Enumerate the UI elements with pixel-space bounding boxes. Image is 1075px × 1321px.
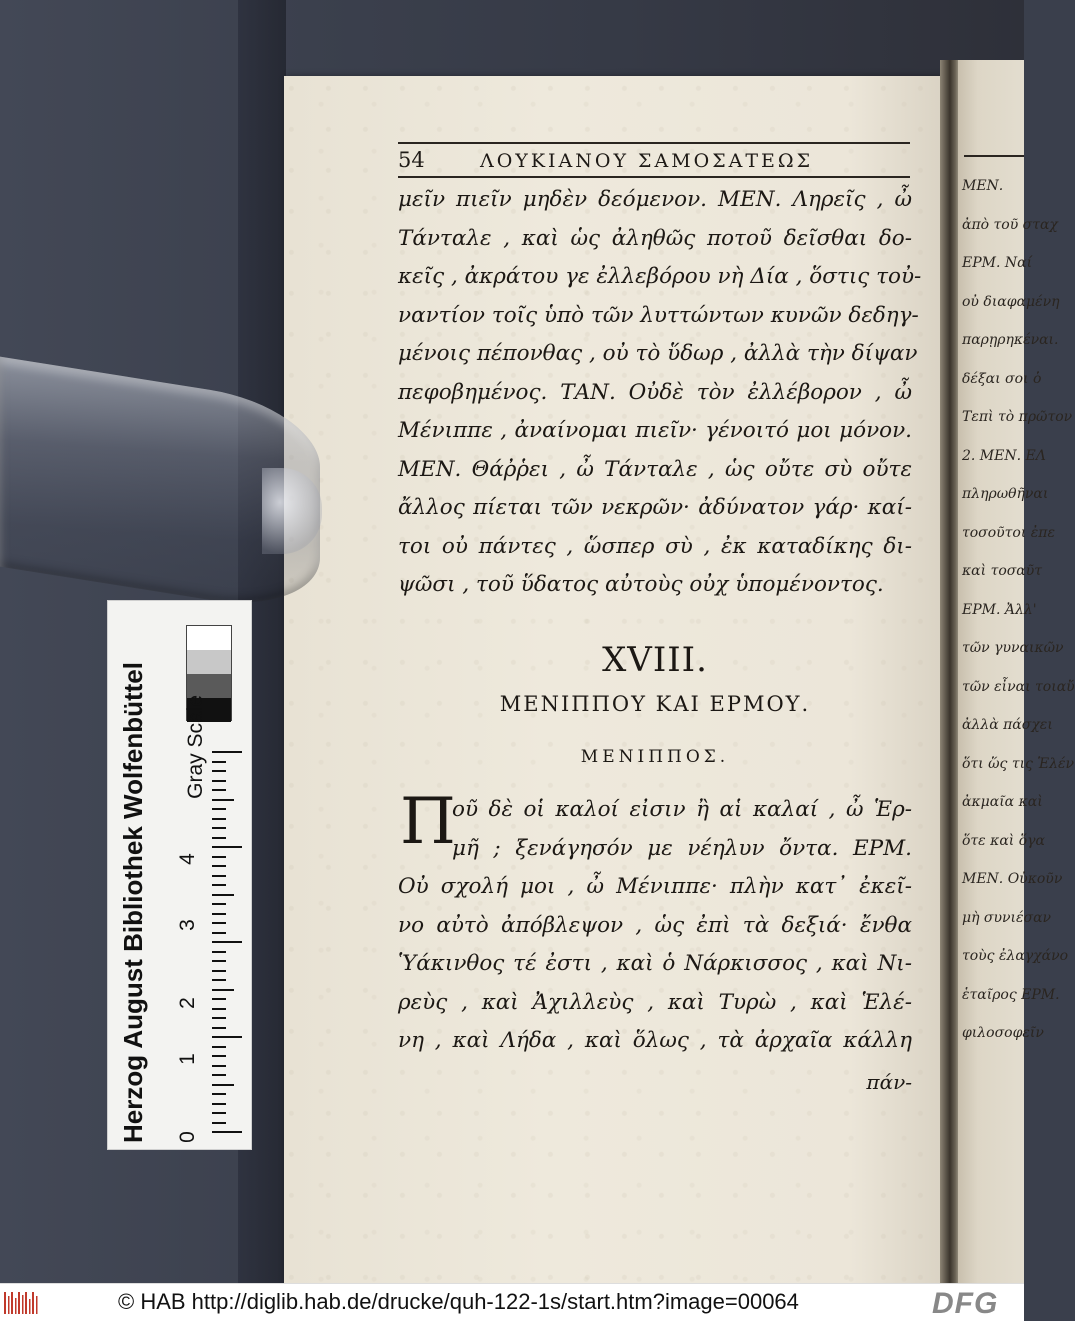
body-text-top xyxy=(398,181,922,605)
ruler-tick xyxy=(212,865,226,867)
ruler-tick xyxy=(212,837,226,839)
facing-page-line: παρῃρηκέναι. xyxy=(962,332,1059,348)
facing-page-line: ΜΕΝ. Οὐκοῦν xyxy=(962,871,1063,887)
ruler-tick xyxy=(212,1084,234,1086)
ruler-number: 0 xyxy=(175,1131,199,1143)
facing-page-line: ΜΕΝ. xyxy=(962,178,1004,194)
ruler-tick xyxy=(212,989,234,991)
text-line: ρεὺς , καὶ Ἀχιλλεὺς , καὶ Τυρὼ , καὶ Ἑλέ- xyxy=(398,989,912,1015)
running-header xyxy=(398,142,910,172)
speaker-heading: ΜΕΝΙΠΠΟΣ. xyxy=(580,747,730,767)
ruler-number: 3 xyxy=(175,919,199,931)
text-line: ψῶσι , τοῦ ὕδατος αὐτοὺς οὐχ ὑπομένοντος. xyxy=(398,572,884,597)
facing-page-line: οὐ διαφαμένη xyxy=(962,293,1060,310)
ruler-tick xyxy=(212,818,226,820)
ruler-tick xyxy=(212,951,226,953)
ruler-tick xyxy=(212,1112,226,1114)
text-line: κεῖς , ἀκράτου γε ἐλλεβόρου νὴ Δία , ὅστις τοὐ- xyxy=(398,264,922,289)
ruler-tick xyxy=(212,1046,226,1048)
facing-page-line: τῶν εἶναι τοιαὔ xyxy=(962,678,1075,695)
ruler-tick xyxy=(212,894,234,896)
body-text-bottom xyxy=(398,868,912,1061)
ruler-tick xyxy=(212,875,226,877)
copyright-url: © HAB http://diglib.hab.de/drucke/quh-122-1s/start.htm?image=00064 xyxy=(118,1289,799,1314)
facing-page-line: ἀκμαῖα καὶ xyxy=(962,794,1043,810)
ruler-number: 2 xyxy=(175,997,199,1009)
text-line: μεῖν πιεῖν μηδὲν δεόμενον. ΜΕΝ. Ληρεῖς , ὦ xyxy=(398,187,912,212)
ruler-tick xyxy=(212,1027,226,1029)
book-page-right xyxy=(958,60,1075,1283)
facing-page-line: πληρωθῆναι xyxy=(962,486,1049,502)
ruler-tick xyxy=(212,1074,226,1076)
ruler-tick xyxy=(212,998,226,1000)
ruler-ticks xyxy=(212,751,242,1141)
facing-page-line: ὅτε καὶ ὅγα xyxy=(962,832,1045,849)
text-line: νη , καὶ Λήδα , καὶ ὅλως , τὰ ἀρχαῖα κάλλη xyxy=(398,1028,912,1053)
ruler-tick xyxy=(212,979,226,981)
ruler-number: 1 xyxy=(175,1053,199,1065)
ruler-tick xyxy=(212,941,242,943)
text-line: ΜΕΝ. Θάῤῥει , ὦ Τάνταλε , ὡς οὔτε σὺ οὔτε xyxy=(398,456,912,482)
ruler-tick xyxy=(212,1093,226,1095)
ruler-tick xyxy=(212,1131,242,1133)
facing-page-line: ΕΡΜ. Ἀλλ' xyxy=(962,601,1037,618)
ruler-tick xyxy=(212,903,226,905)
ruler-tick xyxy=(212,751,242,753)
facing-page-line: τοσοῦτοι ἐπε xyxy=(962,524,1056,541)
ruler-tick xyxy=(212,1122,226,1124)
ruler-tick xyxy=(212,1065,226,1067)
ruler-institution-label: Herzog August Bibliothek Wolfenbüttel xyxy=(118,662,148,1143)
gray-swatch xyxy=(187,650,231,674)
ruler-tick xyxy=(212,1103,226,1105)
ruler-tick xyxy=(212,799,234,801)
ruler-number: 4 xyxy=(175,853,199,865)
text-line: μῆ ; ξενάγησόν με νέηλυν ὄντα. ΕΡΜ. xyxy=(452,835,912,861)
drop-capital: Π xyxy=(400,785,456,859)
facing-page-line: τῶν γυναικῶν xyxy=(962,640,1064,656)
ruler-tick xyxy=(212,922,226,924)
facing-page-line: δέξαι σοι ὁ xyxy=(962,370,1042,387)
ruler-tick xyxy=(212,1008,226,1010)
ruler-tick xyxy=(212,780,226,782)
ruler-tick xyxy=(212,761,226,763)
facing-page-line: καὶ τοσαῦτ xyxy=(962,563,1043,579)
facing-page-line: ἀπὸ τοῦ σταχ xyxy=(962,216,1058,233)
running-title: ΛΟΥΚΙΑΝΟΥ ΣΑΜΟΣΑΤΕΩΣ xyxy=(480,150,814,172)
page-number: 54 xyxy=(398,148,425,172)
ruler-tick xyxy=(212,827,226,829)
text-line: μένοις πέπονθας , οὐ τὸ ὕδωρ , ἀλλὰ τὴν δίψαν xyxy=(398,341,918,366)
text-line: ναντίον τοῖς ὑπὸ τῶν λυττώντων κυνῶν δεδηγ- xyxy=(398,302,919,328)
ruler-tick xyxy=(212,932,226,934)
text-line: νο αὐτὸ ἀπόβλεψον , ὡς ἐπὶ τὰ δεξιά· ἔνθα xyxy=(398,912,912,938)
footer-bar xyxy=(0,1283,1024,1321)
ruler-tick xyxy=(212,960,226,962)
barcode-icon xyxy=(4,1290,38,1316)
facing-page-line: μὴ συνιέσαν xyxy=(962,909,1052,926)
header-rule xyxy=(398,176,910,178)
ruler-tick xyxy=(212,1036,242,1038)
text-line: Μένιππε , ἀναίνομαι πιεῖν· γένοιτό μοι μόνον. xyxy=(398,418,912,443)
dialogue-title: ΜΕΝΙΠΠΟΥ ΚΑΙ ΕΡΜΟΥ. xyxy=(499,692,811,716)
facing-page-line: φιλοσοφεῖν xyxy=(962,1025,1044,1041)
ruler-tick xyxy=(212,913,226,915)
gray-swatch xyxy=(187,626,231,650)
facing-page-line: 2. ΜΕΝ. ΕΛ xyxy=(962,447,1046,464)
facing-page-line: ἑταῖρος ΕΡΜ. xyxy=(962,986,1060,1003)
facing-page-line: τοὺς ἐλαγχάνο xyxy=(962,948,1069,964)
body-text-indented xyxy=(452,791,912,868)
text-line: τοι οὐ πάντες , ὥσπερ σὺ , ἐκ καταδίκης δι- xyxy=(398,533,912,559)
ruler-tick xyxy=(212,808,226,810)
gray-scale-ruler xyxy=(107,600,252,1150)
text-line: Οὐ σχολή μοι , ὦ Μένιππε· πλὴν κατ᾽ ἐκεῖ- xyxy=(398,874,912,899)
ruler-tick xyxy=(212,789,226,791)
gray-scale-label: Gray Scale xyxy=(184,695,207,799)
text-line: Ὑάκινθος τέ ἐστι , καὶ ὁ Νάρκισσος , καὶ Νι- xyxy=(398,951,912,976)
facing-page-line: ἀλλὰ πάσχει xyxy=(962,717,1053,733)
text-line: ἄλλος πίεται τῶν νεκρῶν· ἀδύνατον γάρ· καί- xyxy=(398,495,912,520)
facing-page-line: ὅτι ὥς τις Ἑλέν xyxy=(962,755,1075,772)
ruler-tick xyxy=(212,856,226,858)
ruler-tick xyxy=(212,846,242,848)
section-number: XVIII. xyxy=(602,640,708,680)
dfg-logo: DFG xyxy=(932,1287,999,1320)
facing-page-line: ΕΡΜ. Ναί xyxy=(962,255,1033,271)
text-line: οῦ δὲ οἱ καλοί εἰσιν ἢ αἱ καλαί , ὦ Ἑρ- xyxy=(452,797,912,822)
ruler-tick xyxy=(212,1055,226,1057)
text-line: Τάνταλε , καὶ ὡς ἀληθῶς ποτοῦ δεῖσθαι δο- xyxy=(398,225,912,251)
ruler-tick xyxy=(212,970,226,972)
catchword: πάν- xyxy=(866,1070,912,1094)
ruler-tick xyxy=(212,770,226,772)
text-line: πεφοβημένος. ΤΑΝ. Οὐδὲ τὸν ἐλλέβορον , ὦ xyxy=(398,379,912,405)
facing-page-line: Τεπὶ τὸ πρῶτον xyxy=(962,409,1073,425)
ruler-tick xyxy=(212,1017,226,1019)
ruler-tick xyxy=(212,884,226,886)
facing-page-header-rule xyxy=(964,155,1024,157)
